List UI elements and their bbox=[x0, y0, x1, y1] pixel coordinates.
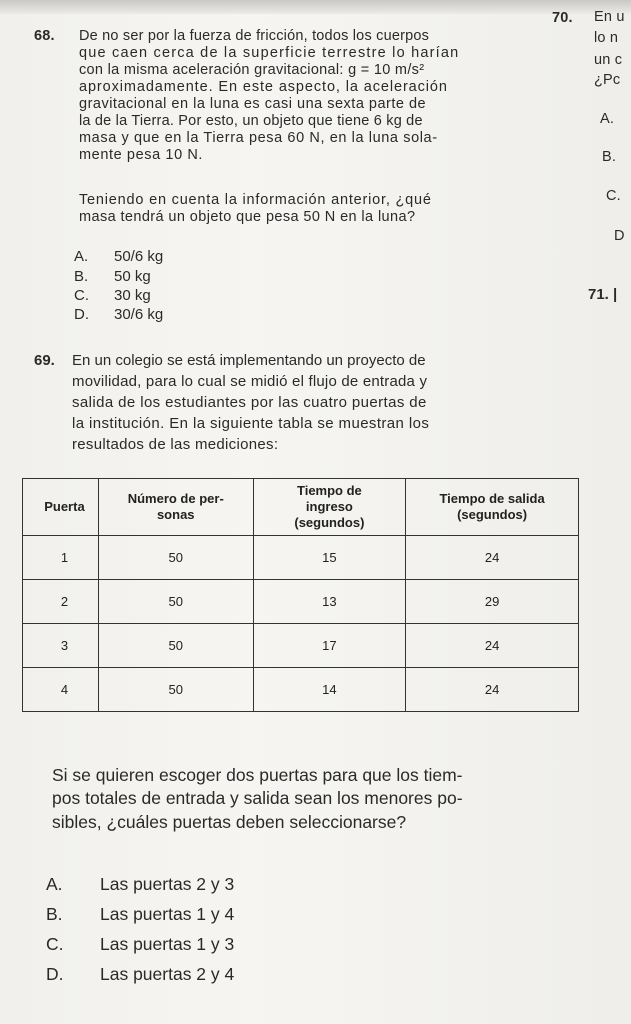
cell-puerta: 3 bbox=[23, 624, 99, 668]
q69-question-line: pos totales de entrada y salida sean los menores po- bbox=[52, 788, 463, 808]
header-tiempo-ingreso-text: Tiempo de ingreso (segundos) bbox=[294, 483, 365, 530]
cell-ingreso: 17 bbox=[253, 624, 406, 668]
page-top-edge bbox=[0, 0, 631, 14]
question-71-number: 71. | bbox=[588, 286, 618, 303]
q69-option-letter: D. bbox=[46, 964, 64, 984]
header-tiempo-ingreso bbox=[253, 479, 406, 536]
q68-option-letter: B. bbox=[74, 268, 89, 285]
q69-line: la institución. En la siguiente tabla se muestran los bbox=[72, 415, 430, 432]
question-68-number: 68. bbox=[34, 28, 55, 44]
q68-option-text: 30/6 kg bbox=[114, 306, 164, 323]
cell-puerta: 4 bbox=[23, 668, 99, 712]
q70-fragment: lo n bbox=[594, 30, 619, 46]
q68-line: De no ser por la fuerza de fricción, todos los cuerpos bbox=[79, 28, 430, 44]
q70-fragment: En u bbox=[594, 9, 625, 25]
q68-option-letter: C. bbox=[74, 287, 89, 304]
q68-line: la de la Tierra. Por esto, un objeto que tiene 6 kg de bbox=[79, 113, 423, 129]
q69-option-text: Las puertas 1 y 3 bbox=[100, 934, 235, 954]
q69-option-text: Las puertas 1 y 4 bbox=[100, 904, 235, 924]
question-70-number: 70. bbox=[552, 10, 573, 26]
header-puerta: Puerta bbox=[23, 479, 99, 536]
q68-line: gravitacional en la luna es casi una sexta parte de bbox=[79, 96, 427, 112]
q69-line: En un colegio se está implementando un proyecto de bbox=[72, 352, 426, 369]
header-tiempo-salida-text: Tiempo de salida (segundos) bbox=[439, 491, 545, 522]
cell-personas: 50 bbox=[98, 580, 253, 624]
q70-fragment: ¿Pc bbox=[594, 72, 621, 88]
q69-question-line: Si se quieren escoger dos puertas para que los tiem- bbox=[52, 765, 463, 785]
q70-fragment: un c bbox=[594, 52, 623, 68]
q68-line: que caen cerca de la superficie terrestre lo harían bbox=[79, 45, 460, 61]
measurements-table bbox=[22, 478, 579, 712]
q68-option-letter: A. bbox=[74, 248, 89, 265]
q68-line: aproximadamente. En este aspecto, la aceleración bbox=[79, 79, 448, 95]
cell-salida: 24 bbox=[406, 536, 579, 580]
q69-option-letter: C. bbox=[46, 934, 64, 954]
q70-fragment: B. bbox=[602, 149, 617, 165]
q69-line: salida de los estudiantes por las cuatro puertas de bbox=[72, 394, 427, 411]
cell-ingreso: 14 bbox=[253, 668, 406, 712]
table-row bbox=[23, 624, 579, 668]
table-header-row bbox=[23, 479, 579, 536]
cell-salida: 29 bbox=[406, 580, 579, 624]
q69-line: resultados de las mediciones: bbox=[72, 436, 279, 453]
q69-question-line: sibles, ¿cuáles puertas deben seleccionarse? bbox=[52, 812, 407, 832]
q68-option-letter: D. bbox=[74, 306, 89, 323]
q69-option-letter: B. bbox=[46, 904, 63, 924]
cell-puerta: 2 bbox=[23, 580, 99, 624]
q68-question-line: masa tendrá un objeto que pesa 50 N en la luna? bbox=[79, 209, 416, 225]
header-numero-personas bbox=[98, 479, 253, 536]
cell-ingreso: 15 bbox=[253, 536, 406, 580]
cell-ingreso: 13 bbox=[253, 580, 406, 624]
q68-line: con la misma aceleración gravitacional: g = 10 m/s² bbox=[79, 62, 425, 78]
q69-option-letter: A. bbox=[46, 874, 63, 894]
cell-personas: 50 bbox=[98, 536, 253, 580]
table-row bbox=[23, 668, 579, 712]
question-69-number: 69. bbox=[34, 352, 55, 369]
q68-line: mente pesa 10 N. bbox=[79, 147, 204, 163]
q70-fragment: C. bbox=[606, 188, 621, 204]
q68-option-text: 50/6 kg bbox=[114, 248, 164, 265]
q69-option-text: Las puertas 2 y 3 bbox=[100, 874, 235, 894]
cell-salida: 24 bbox=[406, 668, 579, 712]
cell-personas: 50 bbox=[98, 668, 253, 712]
table-row bbox=[23, 580, 579, 624]
q68-line: masa y que en la Tierra pesa 60 N, en la luna sola- bbox=[79, 130, 438, 146]
cell-personas: 50 bbox=[98, 624, 253, 668]
q68-option-text: 30 kg bbox=[114, 287, 151, 304]
cell-salida: 24 bbox=[406, 624, 579, 668]
header-tiempo-salida bbox=[406, 479, 579, 536]
q70-fragment: A. bbox=[600, 111, 615, 127]
q69-line: movilidad, para lo cual se midió el flujo de entrada y bbox=[72, 373, 428, 390]
q69-option-text: Las puertas 2 y 4 bbox=[100, 964, 235, 984]
cell-puerta: 1 bbox=[23, 536, 99, 580]
table-row bbox=[23, 536, 579, 580]
q68-question-line: Teniendo en cuenta la información anterior, ¿qué bbox=[79, 192, 432, 208]
q68-option-text: 50 kg bbox=[114, 268, 151, 285]
header-numero-personas-text: Número de per- sonas bbox=[127, 491, 224, 522]
q70-fragment: D bbox=[614, 228, 625, 244]
